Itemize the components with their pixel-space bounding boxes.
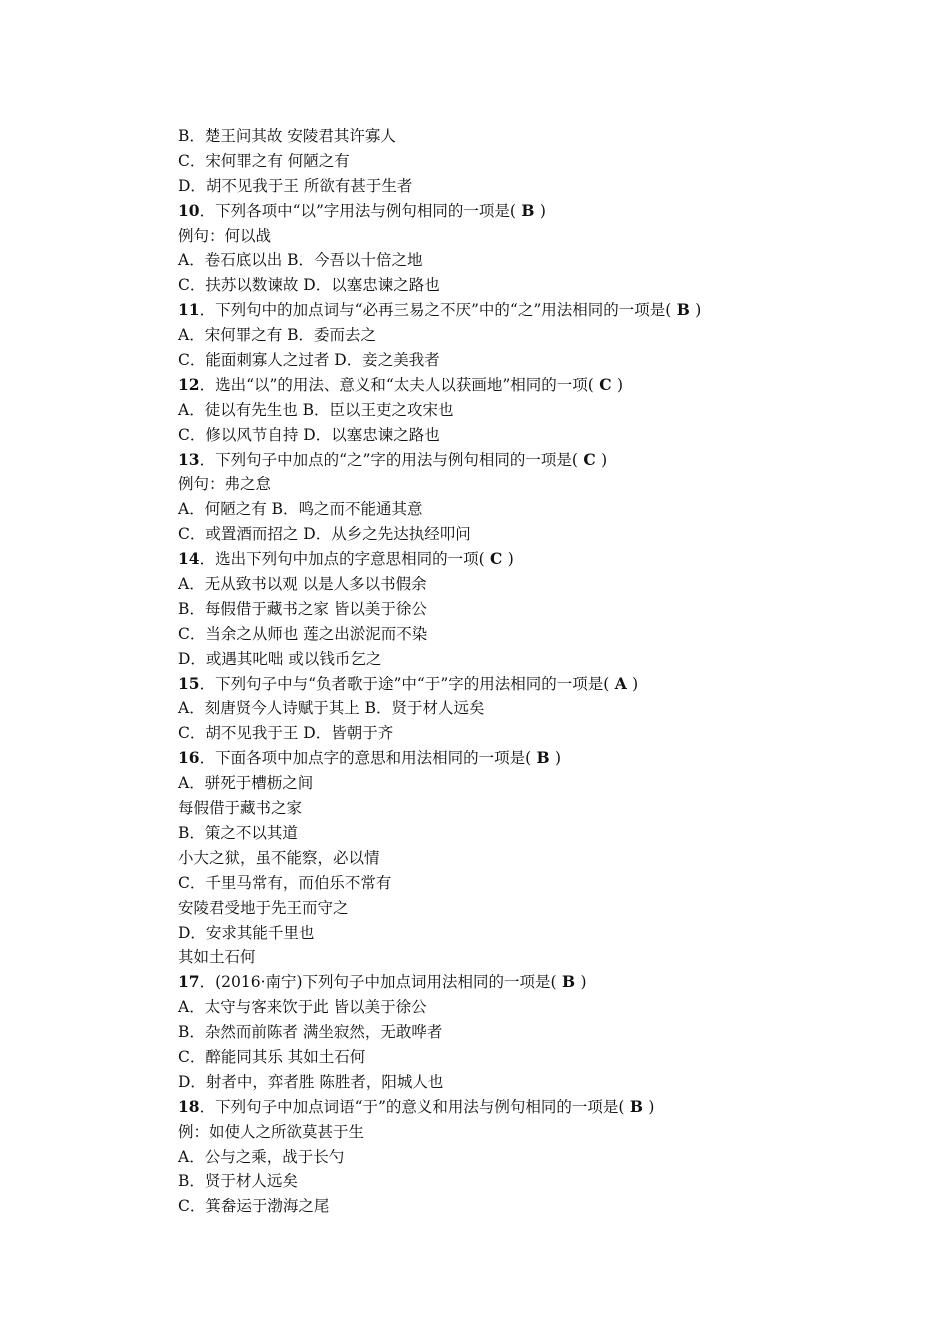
- question-text: ．下列句子中加点词语“于”的意义和用法与例句相同的一项是(: [199, 1097, 625, 1116]
- answer-letter: C: [484, 549, 508, 569]
- answer-letter: A: [609, 673, 633, 693]
- text-line: D．或遇其叱咄 或以钱币乞之: [178, 649, 382, 668]
- text-line: C．扶苏以数谏故 D．以塞忠谏之路也: [178, 276, 440, 295]
- question-text: ．下列句中的加点词与“必再三易之不厌”中的“之”用法相同的一项是(: [199, 301, 672, 320]
- text-line: 例句：何以战: [178, 226, 272, 245]
- closing-paren: ): [632, 674, 639, 693]
- question-number: 10: [178, 200, 200, 220]
- question-text: ．(2016·南宁)下列句子中加点词用法相同的一项是(: [199, 973, 557, 992]
- question-text: ．下列句子中加点的“之”字的用法与例句相同的一项是(: [199, 450, 578, 469]
- answer-letter: B: [531, 748, 556, 768]
- text-line: A．骈死于槽枥之间: [178, 774, 314, 793]
- question-heading: [178, 1095, 818, 1120]
- text-line: C．或置酒而招之 D．从乡之先达执经叩问: [178, 525, 471, 544]
- closing-paren: ): [580, 973, 587, 992]
- closing-paren: ): [555, 749, 562, 768]
- closing-paren: ): [695, 301, 702, 320]
- text-line: 小大之狱，虽不能察，必以情: [178, 848, 380, 867]
- text-line: D．安求其能千里也: [178, 923, 315, 942]
- text-line: B．策之不以其道: [178, 823, 298, 842]
- question-heading: [178, 970, 818, 995]
- question-number: 14: [178, 549, 200, 569]
- text-line: C．修以风节自持 D．以塞忠谏之路也: [178, 425, 440, 444]
- text-line: C．胡不见我于王 D．皆朝于齐: [178, 724, 394, 743]
- question-heading: [178, 373, 818, 398]
- answer-letter: B: [624, 1096, 649, 1116]
- question-text: ．选出下列句中加点的字意思相同的一项(: [199, 550, 485, 569]
- question-text: ．下列各项中“以”字用法与例句相同的一项是(: [199, 201, 516, 220]
- question-number: 17: [178, 972, 200, 992]
- text-line: 其如土石何: [178, 948, 256, 967]
- text-line: 例句：弗之怠: [178, 475, 272, 494]
- text-line: A．何陋之有 B．鸣之而不能通其意: [178, 500, 423, 519]
- text-line: C．醉能同其乐 其如土石何: [178, 1047, 366, 1066]
- closing-paren: ): [539, 201, 546, 220]
- text-line: D．射者中，弈者胜 陈胜者，阳城人也: [178, 1072, 444, 1091]
- text-line: C．箕畚运于渤海之尾: [178, 1197, 330, 1216]
- text-line: B．贤于材人远矣: [178, 1172, 298, 1191]
- question-number: 16: [178, 748, 200, 768]
- question-number: 12: [178, 374, 200, 394]
- question-heading: [178, 746, 818, 771]
- question-heading: [178, 298, 818, 323]
- text-line: C．能面刺寡人之过者 D．妾之美我者: [178, 351, 440, 370]
- answer-letter: B: [556, 972, 581, 992]
- answer-letter: B: [671, 300, 696, 320]
- question-number: 15: [178, 673, 200, 693]
- question-text: ．下列句子中与“负者歌于途”中“于”字的用法相同的一项是(: [199, 674, 610, 693]
- text-line: B．杂然而前陈者 满坐寂然，无敢哗者: [178, 1023, 443, 1042]
- question-number: 11: [178, 300, 200, 320]
- text-line: A．宋何罪之有 B．委而去之: [178, 326, 377, 345]
- text-line: B．每假借于藏书之家 皆以美于徐公: [178, 599, 427, 618]
- text-line: C．宋何罪之有 何陋之有: [178, 151, 350, 170]
- text-line: A．刻唐贤今人诗赋于其上 B．贤于材人远矣: [178, 699, 485, 718]
- text-line: A．公与之乘，战于长勺: [178, 1147, 345, 1166]
- closing-paren: ): [616, 375, 624, 394]
- answer-letter: B: [515, 200, 540, 220]
- text-line: 安陵君受地于先王而守之: [178, 898, 349, 917]
- question-heading: [178, 199, 818, 224]
- question-heading: [178, 547, 818, 572]
- text-line: A．无从致书以观 以是人多以书假余: [178, 575, 427, 594]
- text-line: A．徒以有先生也 B．臣以王吏之攻宋也: [178, 400, 454, 419]
- text-line: C．当余之从师也 莲之出淤泥而不染: [178, 624, 428, 643]
- text-line: 每假借于藏书之家: [178, 799, 303, 818]
- answer-letter: C: [593, 374, 617, 394]
- question-heading: [178, 448, 818, 473]
- question-number: 18: [178, 1096, 200, 1116]
- question-text: ．下面各项中加点字的意思和用法相同的一项是(: [199, 749, 532, 768]
- closing-paren: ): [507, 550, 514, 569]
- question-list: [178, 124, 818, 1219]
- question-text: ．选出“以”的用法、意义和“太夫人以获画地”相同的一项(: [199, 375, 594, 394]
- text-line: B．楚王问其故 安陵君其许寡人: [178, 127, 396, 145]
- text-line: A．太守与客来饮于此 皆以美于徐公: [178, 998, 427, 1017]
- text-line: A．卷石底以出 B．今吾以十倍之地: [178, 251, 423, 270]
- closing-paren: ): [648, 1097, 655, 1116]
- question-heading: [178, 672, 818, 697]
- question-number: 13: [178, 449, 200, 469]
- answer-letter: C: [577, 449, 602, 469]
- text-line: C．千里马常有，而伯乐不常有: [178, 873, 392, 892]
- text-line: D．胡不见我于王 所欲有甚于生者: [178, 176, 413, 195]
- closing-paren: ): [601, 450, 608, 469]
- text-line: 例：如使人之所欲莫甚于生: [178, 1122, 365, 1141]
